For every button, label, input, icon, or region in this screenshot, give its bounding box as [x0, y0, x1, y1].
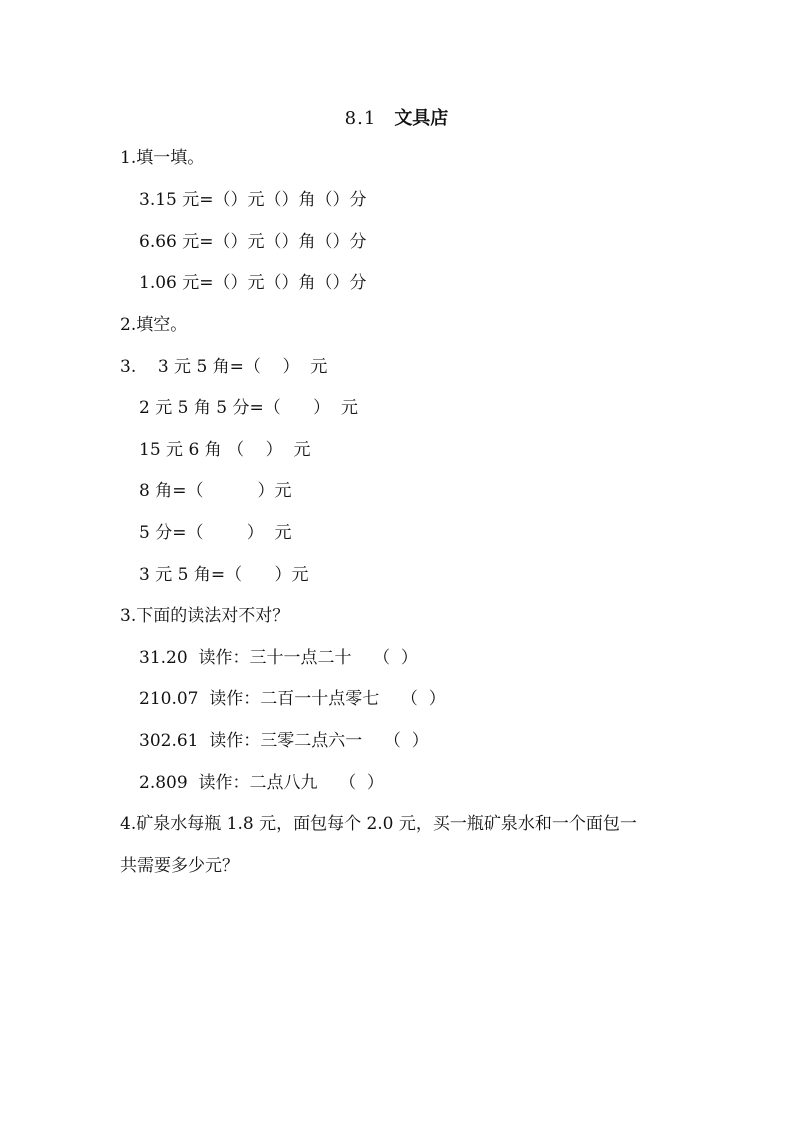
- question-4-line-2: 共需要多少元？: [120, 856, 239, 876]
- question-3a-item: 3 元 5 角=（ ）元: [139, 565, 309, 585]
- section-name: 文具店: [394, 108, 449, 129]
- question-3a-heading: 3. 3 元 5 角=（ ） 元: [120, 357, 328, 377]
- question-2-heading: 2.填空。: [120, 315, 188, 335]
- section-number: 8.1: [344, 108, 377, 129]
- question-3a-item: 5 分=（ ） 元: [139, 523, 292, 543]
- question-1-item: 3.15 元=（）元（）角（）分: [139, 190, 367, 210]
- question-3b-item: 31.20 读作：三十一点二十 （ ）: [139, 648, 418, 668]
- question-3a-item: 15 元 6 角 （ ） 元: [139, 440, 311, 460]
- question-3b-item: 2.809 读作：二点八九 （ ）: [139, 773, 384, 793]
- page-title: [0, 104, 793, 130]
- question-3a-item: 8 角=（ ）元: [139, 481, 292, 501]
- question-3b-item: 302.61 读作：三零二点六一 （ ）: [139, 731, 429, 751]
- question-1-item: 6.66 元=（）元（）角（）分: [139, 232, 367, 252]
- question-1-item: 1.06 元=（）元（）角（）分: [139, 273, 367, 293]
- question-3b-item: 210.07 读作：二百一十点零七 （ ）: [139, 689, 446, 709]
- question-3a-item: 2 元 5 角 5 分=（ ） 元: [139, 398, 358, 418]
- question-3b-heading: 3.下面的读法对不对？: [120, 606, 290, 626]
- question-4-line-1: 4.矿泉水每瓶 1.8 元，面包每个 2.0 元，买一瓶矿泉水和一个面包一: [120, 814, 637, 834]
- question-1-heading: 1.填一填。: [120, 148, 205, 168]
